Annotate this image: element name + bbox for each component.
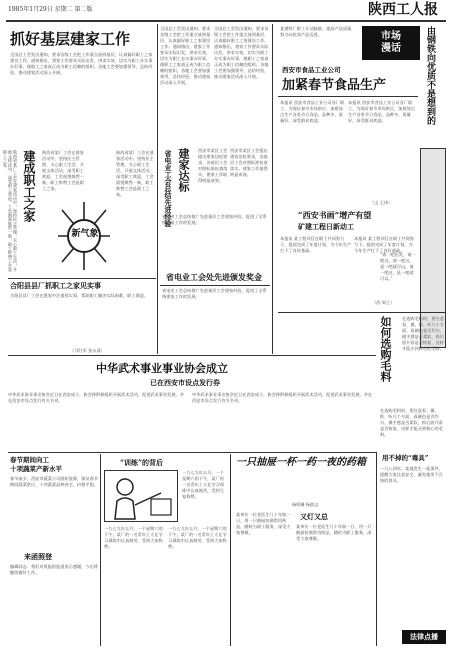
article-14-body: 在选购毛料时，要注意看、摸、抓、听几个方面，看颜色是否均匀，摸手感是否柔软，抓后放开看是否恢复，这样才能买到称心的毛料。 <box>402 316 444 351</box>
article-3-body: 合阳县县厂工会在建家中注重抓实事，帮助职工解决实际困难，职工满意。 <box>10 293 149 298</box>
article-9-body-2: 中华武术事业事业协会近日在西安成立，协会将积极组织开展武术活动，促进武术事业发展，并在西安市设点发行有关书刊。 <box>192 392 373 403</box>
col-rule-2 <box>272 24 273 354</box>
rule-a3 <box>8 278 156 279</box>
article-7-kicker: 西安市食品工业公司 <box>282 66 341 74</box>
article-10-title: 十项蔬菜产新水平 <box>10 465 62 473</box>
article-13-body: 某单位一位老医生几十年如一日，用一只抽屉装满常用药品，随时为职工服务，深受大家尊敬。 <box>236 512 291 535</box>
article-5-body: 省电业工会总结推广先进基层工会建家经验，促进了全系统建家工作的发展。 <box>162 288 267 299</box>
article-1-body: 全国总工会发出通知，要求各级工会把工作重点放到基层，认真搞好职工之家建设工作。通知指出，建家工作要从实际出发，讲求实效，切实为职工办实事办好事，使职工之家真正成为职工信赖的组织。各地工会要加强领导，总结经验，推动建家活动深入开展。 <box>10 52 153 75</box>
article-2-body: 陕西省某厂工会在建家活动中，坚持民主管理，关心职工生活，开展文体活动，深受职工欢迎，工会面貌焕然一新，职工称赞工会是职工之家。 <box>42 150 84 191</box>
article-2-body-left: 陕西省某厂工会在建家活动中，坚持民主管理，关心职工生活，开展文体活动，深受职工欢迎，工会面貌焕然一新，职工称赞工会是职工之家。 <box>3 150 18 272</box>
article-8-body-2: 本报讯 某工程项目在职工共同努力下，提前完成了年度计划，为今年生产打下了良好基础。 <box>354 236 414 253</box>
rule-mid <box>8 452 376 453</box>
article-7-body: 本报讯 西安市食品工业公司各厂职工，为保证春节市场供应，加班加点生产各类节日食品，品种多，质量好，深受群众欢迎。 <box>280 100 345 123</box>
article-5-title: 省电业工会处先进颁发奖金 <box>166 272 262 282</box>
article-13-byline: 杨明珊 杨波志 <box>292 502 319 507</box>
article-11-body: 编辑同志：我们对贵报的报道表示感谢，今后将继续做好工作。 <box>10 564 98 575</box>
cartoon-figure-icon <box>105 471 177 521</box>
article-9-subtitle: 已在西安市设点发行券 <box>150 378 220 387</box>
photo-caption: “请一吧出发，请一吧这，请一吧这，是一吧就可以，请一吧这，是一吧就可以。” <box>380 252 416 281</box>
rule-a9 <box>8 355 376 356</box>
col-rule-1 <box>157 24 158 354</box>
article-2-body-right: 陕西省某厂工会在建家活动中，坚持民主管理，关心职工生活，开展文体活动，深受职工欢迎，工会面貌焕然一新，职工称赞工会是职工之家。 <box>116 150 154 197</box>
article-7-title: 加紧春节食品生产 <box>282 78 387 93</box>
footer-tag: 法律点播 <box>402 630 446 644</box>
article-13-section: 又灯又总 <box>300 512 328 521</box>
date-line: 1985年1月29日 星期二 第二版 <box>8 6 93 13</box>
article-12-kicker: “训练”的背后 <box>120 458 164 467</box>
article-7-body-2: 本报讯 西安市食品工业公司各厂职工，为保证春节市场供应，加班加点生产各类节日食品，品种多，质量好，深受群众欢迎。 <box>348 100 416 123</box>
masthead-rule <box>6 20 446 22</box>
article-15-title: 用不掉的“毒具” <box>382 454 429 462</box>
article-14-body-2: 在选购毛料时，要注意看、摸、抓、听几个方面，看颜色是否均匀，摸手感是否柔软，抓后放开看是否恢复，这样才能买到称心的毛料。 <box>380 408 443 437</box>
article-12-illustration <box>104 470 178 522</box>
article-13-title: 一只抽屉一杯一药一夜的药箱 <box>236 457 366 468</box>
article-16-body: 某钢铁厂职工开动脑筋，提高产品质量，努力向优质产品迈进。 <box>280 26 356 37</box>
col-rule-bl <box>100 454 101 646</box>
article-7-byline: （文 王伟） <box>370 200 393 205</box>
article-6-body-2: 西安市某区工会提出建家达标要求，各基层工会对照标准检查落实，建家工作取得明显成效。 <box>230 148 268 177</box>
article-13-body-2: 某单位一位老医生几十年如一日，用一只抽屉装满常用药品，随时为职工服务，深受大家尊敬。 <box>296 524 372 541</box>
article-4-title: 省电业工会总结先进经验 <box>164 150 173 227</box>
article-3-byline: （马红军 张永清） <box>70 348 105 353</box>
article-8-body: 本报讯 某工程项目在职工共同努力下，提前完成了年度计划，为今年生产打下了良好基础。 <box>280 236 352 253</box>
article-8-title: 矿建工程日新动工 <box>298 222 354 231</box>
article-10-column: 春节期间向工 <box>10 456 49 464</box>
new-atmosphere-graphic <box>56 200 112 272</box>
section-head-market: 市场 漫话 <box>362 26 420 60</box>
article-12-body: 一九七九年五月，一个星期六的下午，某厂的一名青年工人在学习训练中认真刻苦，受到大家称赞。 <box>182 470 224 499</box>
rule-a7 <box>278 96 418 97</box>
article-9-title: 中华武术事业事业协会成立 <box>96 362 228 375</box>
col-rule-bm <box>230 454 231 646</box>
article-12-body-2: 一九七九年五月，一个星期六的下午，某厂的一名青年工人在学习训练中认真刻苦，受到大家称赞。 <box>104 526 163 549</box>
col-rule-br <box>376 452 377 646</box>
article-14-title: 如何选购毛料 <box>379 316 392 382</box>
article-3-title: 合阳县县厂抓职工之家见实事 <box>10 281 101 290</box>
article-9-body: 中华武术事业事业协会近日在西安成立，协会将积极组织开展武术活动，促进武术事业发展，并在西安市设点发行有关书刊。 <box>8 392 184 403</box>
article-4-body: 省电业工会总结推广先进基层工会建家经验，促进了全系统建家工作的发展。 <box>162 214 267 225</box>
rule-a5 <box>160 285 270 286</box>
article-15-body: 一九八四年，某地发生一起事件，提醒大家注意安全，避免使用不合格的用具。 <box>380 466 443 483</box>
article-8-byline: （西 周王） <box>372 300 395 305</box>
article-11-column: 来函照登 <box>24 552 52 561</box>
article-10-body: 春节前夕，西安市蔬菜公司组织货源，保证春节期间蔬菜供应，十项蔬菜品种齐全，价格平稳。 <box>10 476 98 487</box>
article-1-body-col3: 全国总工会发出通知，要求各级工会把工作重点放到基层，认真搞好职工之家建设工作。通知指出，建家工作要从实际出发，讲求实效，切实为职工办实事办好事，使职工之家真正成为职工信赖的组织。各地工会要加强领导，总结经验，推动建家活动深入开展。 <box>214 26 269 79</box>
new-atmosphere-title: 新气象 <box>71 229 99 239</box>
article-1-title: 抓好基层建家工作 <box>10 30 131 48</box>
rule-a14 <box>278 312 446 313</box>
article-16-vertical-title: 由钢铁向优质不是想到的 <box>425 26 435 125</box>
article-8-kicker: “西安书画”增产有望 <box>298 210 372 220</box>
masthead <box>0 0 450 22</box>
article-6-vertical-title: 建家达标 <box>177 148 190 192</box>
article-12-body-3: 一九七九年五月，一个星期六的下午，某厂的一名青年工人在学习训练中认真刻苦，受到大家称赞。 <box>168 526 227 549</box>
article-1-body-col2: 全国总工会发出通知，要求各级工会把工作重点放到基层，认真搞好职工之家建设工作。通知指出，建家工作要从实际出发，讲求实效，切实为职工办实事办好事，使职工之家真正成为职工信赖的组织。各地工会要加强领导，总结经验，推动建家活动深入开展。 <box>160 26 211 85</box>
article-6-body: 西安市某区工会提出建家达标要求，各基层工会对照标准检查落实，建家工作取得明显成效。 <box>198 148 228 183</box>
article-2-vertical-title: 建成职工之家 <box>22 150 36 222</box>
paper-name: 陕西工人报 <box>368 2 438 18</box>
